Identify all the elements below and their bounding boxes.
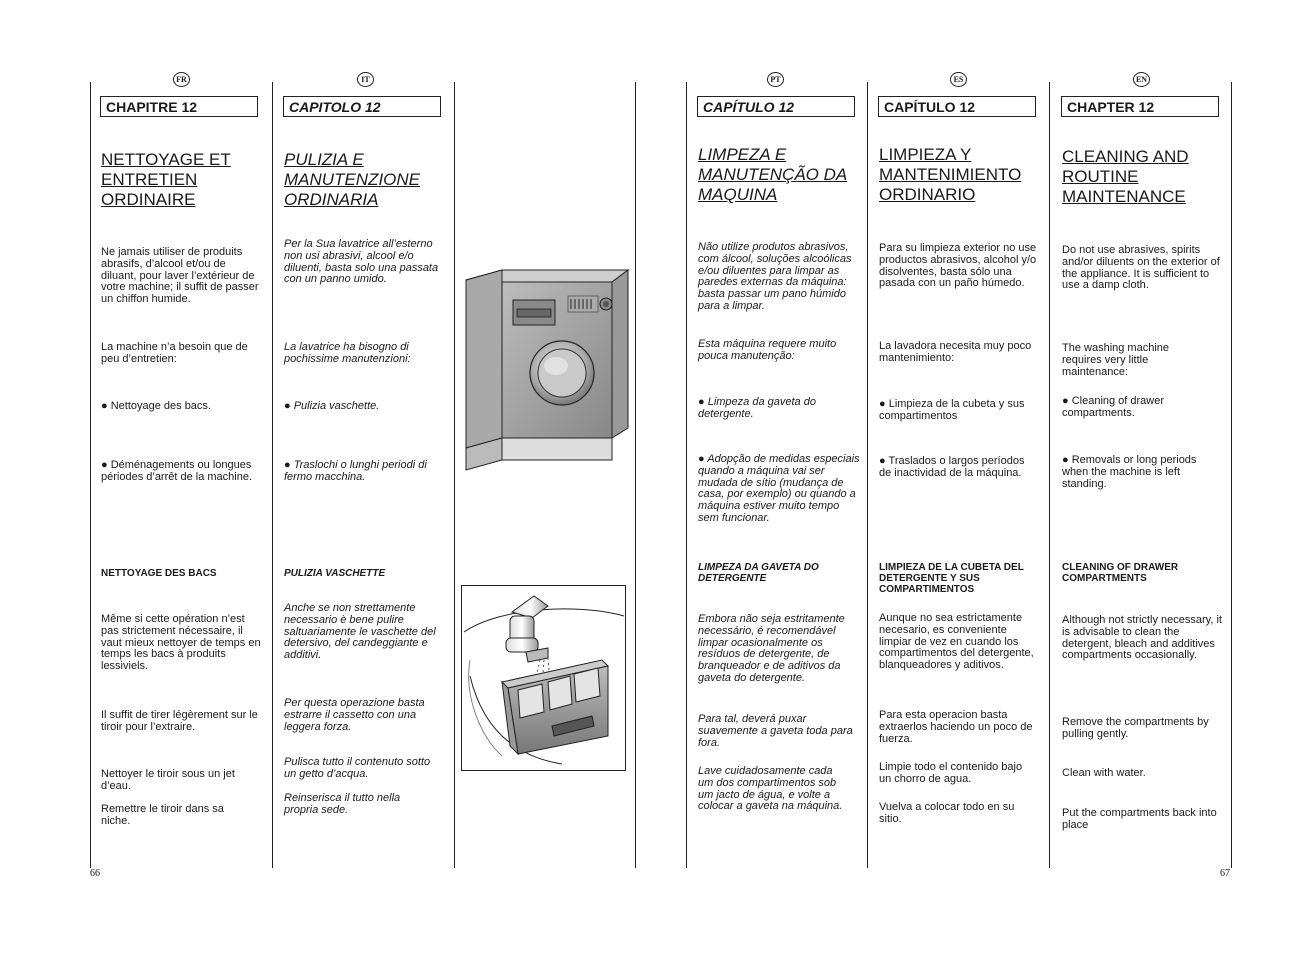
subheading-es: LIMPIEZA DE LA CUBETA DEL DETERGENTE Y SUS COMPARTIMENTOS — [879, 562, 1024, 595]
paragraph-en-6: Put the compartments back into place — [1062, 807, 1217, 831]
paragraph-fr-2: La machine n’a besoin que de peu d’entretien: — [101, 341, 248, 365]
rule-it-fig — [454, 82, 455, 868]
paragraph-es-6: Vuelva a colocar todo en su sitio. — [879, 801, 1015, 825]
bullet-es-2: ● Traslados o largos períodos de inactividad de la máquina. — [879, 455, 1025, 479]
paragraph-pt-3: Embora não seja estritamente necessário, é recomendável limpar ocasionalmente os resíduos de detergente, de branqueador e de aditivos da gaveta do detergente. — [698, 613, 845, 684]
rule-es-en — [1049, 82, 1050, 868]
paragraph-en-4: Remove the compartments by pulling gently. — [1062, 716, 1209, 740]
paragraph-it-4: Per questa operazione basta estrarre il cassetto con una leggera forza. — [284, 697, 425, 733]
paragraph-fr-4: Il suffit de tirer légèrement sur le tiroir pour l’extraire. — [101, 709, 258, 733]
rule-fr-it — [272, 82, 273, 868]
washing-machine-illustration — [460, 268, 630, 473]
bullet-fr-1: ● Nettoyage des bacs. — [101, 400, 211, 412]
bullet-pt-2: ● Adopção de medidas especiais quando a máquina vai ser mudada de sítio (mudança de casa, por exemplo) ou quando a máquina estiver muito tempo sem funcionar. — [698, 453, 860, 524]
paragraph-fr-3: Même si cette opération n’est pas strictement nécessaire, il vaut mieux nettoyer de temps en temps les bacs à produits lessiviels. — [101, 613, 261, 673]
rule-pt-es — [867, 82, 868, 868]
bullet-pt-1: ● Limpeza da gaveta do detergente. — [698, 396, 816, 420]
section-title-en: CLEANING AND ROUTINE MAINTENANCE — [1062, 147, 1189, 206]
chapter-label-it: CAPITOLO 12 — [283, 96, 441, 117]
language-badge-es: ES — [950, 72, 967, 87]
paragraph-pt-4: Para tal, deverá puxar suavemente a gaveta toda para fora. — [698, 713, 853, 749]
language-badge-en: EN — [1133, 72, 1150, 87]
rule-pt-left — [686, 82, 687, 868]
paragraph-es-3: Aunque no sea estrictamente necesario, es conveniente limpiar de vez en cuando los compartimentos del detergente, blanqueadores y aditivos. — [879, 612, 1034, 672]
rule-right-margin — [1231, 82, 1232, 868]
language-badge-fr: FR — [173, 72, 190, 87]
subheading-it: PULIZIA VASCHETTE — [284, 568, 386, 579]
bullet-en-1: ● Cleaning of drawer compartments. — [1062, 395, 1165, 419]
paragraph-fr-5: Nettoyer le tiroir sous un jet d’eau. — [101, 768, 235, 792]
figure-washing-machine — [460, 268, 630, 473]
drawer-tap-illustration — [462, 586, 625, 770]
paragraph-es-5: Limpie todo el contenido bajo un chorro de agua. — [879, 761, 1023, 785]
page-number-right: 67 — [1220, 868, 1230, 879]
section-title-pt: LIMPEZA E MANUTENÇÃO DA MAQUINA — [698, 145, 848, 204]
paragraph-pt-2: Esta máquina requere muito pouca manutenção: — [698, 338, 837, 362]
bullet-it-2: ● Traslochi o lunghi periodi di fermo macchina. — [284, 459, 427, 483]
paragraph-en-3: Although not strictly necessary, it is advisable to clean the detergent, bleach and additives compartments occasionally. — [1062, 614, 1222, 662]
paragraph-pt-1: Não utilize produtos abrasivos, com álcool, soluções alcoólicas e/ou diluentes para limpar as paredes externas da máquina: basta passar um pano húmido para a limpar. — [698, 241, 852, 312]
paragraph-fr-6: Remettre le tiroir dans sa niche. — [101, 803, 224, 827]
chapter-label-fr: CHAPITRE 12 — [100, 96, 258, 117]
figure-drawer-cleaning — [461, 585, 626, 771]
section-title-es: LIMPIEZA Y MANTENIMIENTO ORDINARIO — [879, 145, 1022, 204]
bullet-fr-2: ● Déménagements ou longues périodes d’arrêt de la machine. — [101, 459, 253, 483]
bullet-it-1: ● Pulizia vaschette. — [284, 400, 380, 412]
section-title-it: PULIZIA E MANUTENZIONE ORDINARIA — [284, 150, 420, 209]
paragraph-es-1: Para su limpieza exterior no use productos abrasivos, alcohol y/o disolventes, basta sólo una pasada con un paño húmedo. — [879, 242, 1037, 290]
paragraph-it-3: Anche se non strettamente necessario è bene pulire saltuariamente le vaschette del detersivo, del candeggiante e additivi. — [284, 602, 436, 662]
bullet-es-1: ● Limpieza de la cubeta y sus compartimentos — [879, 398, 1025, 422]
bullet-en-2: ● Removals or long periods when the machine is left standing. — [1062, 454, 1197, 490]
paragraph-it-1: Per la Sua lavatrice all’esterno non usi abrasivi, alcool e/o diluenti, basta solo una passata con un panno umido. — [284, 238, 439, 286]
subheading-fr: NETTOYAGE DES BACS — [101, 568, 217, 579]
paragraph-pt-5: Lave cuidadosamente cada um dos compartimentos sob um jacto de água, e volte a colocar a gaveta na máquina. — [698, 765, 843, 813]
chapter-label-es: CAPÍTULO 12 — [878, 96, 1036, 117]
paragraph-fr-1: Ne jamais utiliser de produits abrasifs, d’alcool et/ou de diluant, pour laver l’extérieur de votre machine; il suffit de passer un chiffon humide. — [101, 246, 259, 306]
page-number-left: 66 — [90, 868, 100, 879]
paragraph-es-4: Para esta operacion basta extraerlos haciendo un poco de fuerza. — [879, 709, 1033, 745]
language-badge-it: IT — [357, 72, 374, 87]
rule-left-margin — [90, 82, 91, 868]
paragraph-es-2: La lavadora necesita muy poco mantenimiento: — [879, 340, 1032, 364]
rule-page-gutter — [635, 82, 636, 868]
paragraph-en-2: The washing machine requires very little maintenance: — [1062, 342, 1170, 378]
subheading-en: CLEANING OF DRAWER COMPARTMENTS — [1062, 562, 1179, 584]
section-title-fr: NETTOYAGE ET ENTRETIEN ORDINAIRE — [101, 150, 231, 209]
paragraph-it-6: Reinserisca il tutto nella propria sede. — [284, 792, 401, 816]
subheading-pt: LIMPEZA DA GAVETA DO DETERGENTE — [698, 562, 819, 584]
chapter-label-pt: CAPÍTULO 12 — [697, 96, 855, 117]
language-badge-pt: PT — [767, 72, 784, 87]
paragraph-en-5: Clean with water. — [1062, 767, 1146, 779]
paragraph-it-2: La lavatrice ha bisogno di pochissime manutenzioni: — [284, 341, 411, 365]
chapter-label-en: CHAPTER 12 — [1061, 96, 1219, 117]
paragraph-it-5: Pulisca tutto il contenuto sotto un getto d’acqua. — [284, 756, 431, 780]
paragraph-en-1: Do not use abrasives, spirits and/or diluents on the exterior of the appliance. It is sufficient to use a damp cloth. — [1062, 244, 1220, 292]
